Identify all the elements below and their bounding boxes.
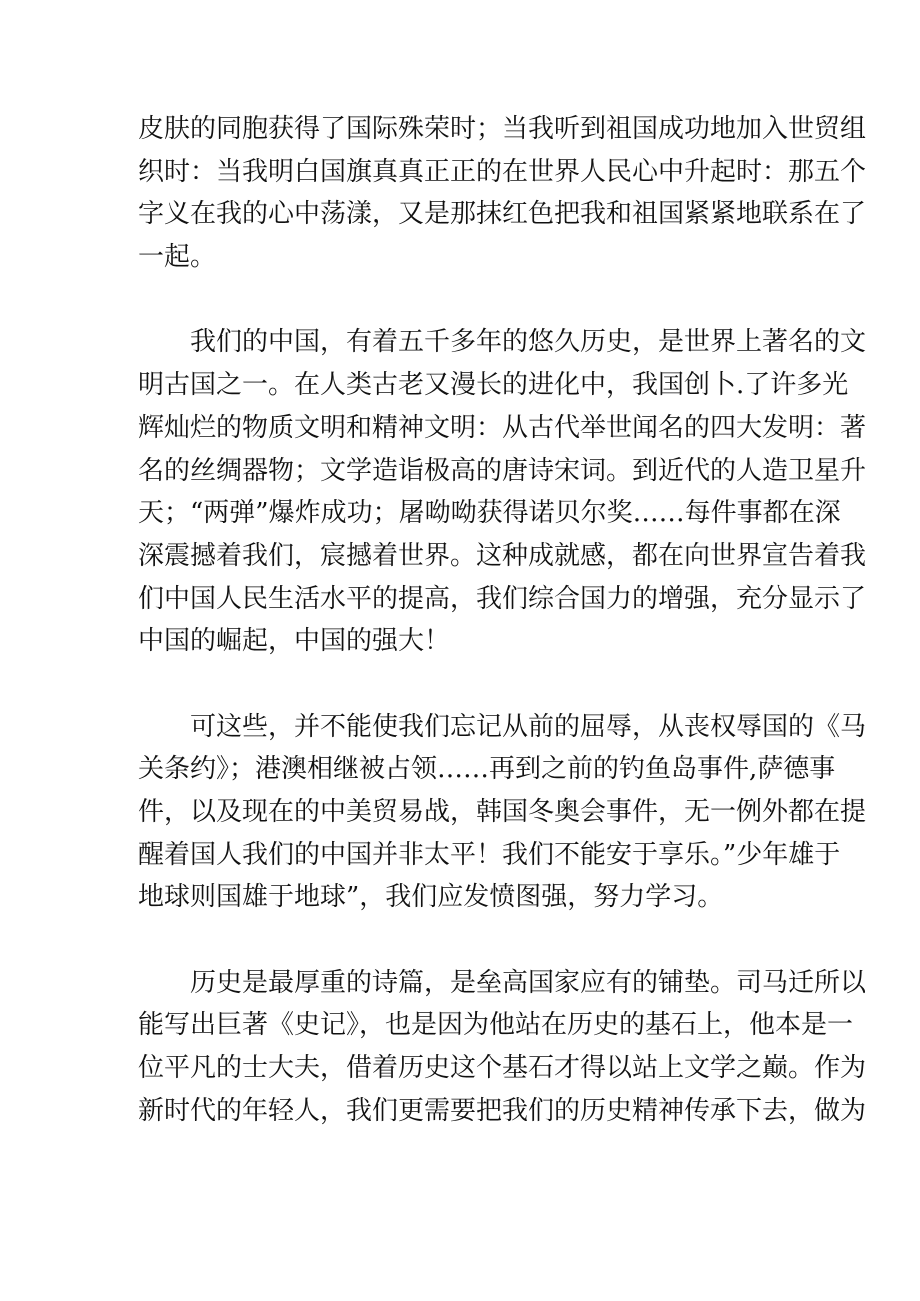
text-line: 名的丝绸器物；文学造诣极高的唐诗宋词。到近代的人造卫星升: [138, 455, 867, 486]
text-line: 我们的中国，有着五千多年的悠久历史，是世界上著名的文: [190, 327, 867, 358]
text-line: 件，以及现在的中美贸易战，韩国冬奥会事件，无一例外都在提: [138, 797, 867, 827]
paragraph-gap: [138, 279, 786, 322]
text-line: 中国的崛起，中国的强大！: [138, 626, 451, 657]
text-line: 辉灿烂的物质文明和精神文明：从古代举世闻名的四大发明：著: [138, 412, 867, 443]
paragraph-2: [138, 321, 867, 663]
text-line: 明古国之一。在人类古老又漫长的进化中，我国创卜.了许多光: [138, 370, 849, 401]
paragraph-gap: [138, 663, 786, 706]
text-line: 位平凡的士大夫，借着历史这个基石才得以站上文学之巅。作为: [138, 1053, 867, 1084]
text-line: 们中国人民生活水平的提高，我们综合国力的增强，充分显示了: [138, 583, 867, 614]
text-line: 能写出巨著《史记》，也是因为他站在历史的基石上，他本是一: [138, 1010, 854, 1041]
text-line: 新时代的年轻人，我们更需要把我们的历史精神传承下去，做为: [138, 1095, 867, 1126]
paragraph-4: [138, 962, 867, 1133]
text-line: 皮肤的同胞获得了国际殊荣时；当我听到祖国成功地加入世贸组: [138, 114, 867, 144]
text-line: 可这些，并不能使我们忘记从前的屈辱，从丧权辱国的《马: [190, 711, 867, 742]
text-line: 天；“两弹”爆炸成功；屠呦呦获得诺贝尔奖……每件事都在深: [138, 498, 841, 529]
text-line: 关条约》；港澳相继被占领……再到之前的钓鱼岛事件,萨德事: [138, 754, 836, 785]
paragraph-3: [138, 706, 867, 919]
text-line: 历史是最厚重的诗篇，是垒高国家应有的铺垫。司马迁所以: [190, 967, 867, 998]
text-line: 织时：当我明白国旗真真正正的在世界人民心中升起时：那五个: [138, 156, 867, 187]
text-line: 地球则国雄于地球”，我们应发愤图强，努力学习。: [138, 882, 724, 913]
paragraph-gap: [138, 919, 786, 962]
paragraph-1: [138, 108, 867, 279]
text-line: 字义在我的心中荡漾，又是那抹红色把我和祖国紧紧地联系在了: [138, 199, 867, 230]
document-page: [138, 108, 867, 1133]
text-line: 深震撼着我们，宸撼着世界。这种成就感，都在向世界宣告着我: [138, 540, 867, 571]
text-line: 一起。: [138, 242, 217, 273]
text-line: 醒着国人我们的中国并非太平！我们不能安于享乐。”少年雄于: [138, 839, 841, 870]
